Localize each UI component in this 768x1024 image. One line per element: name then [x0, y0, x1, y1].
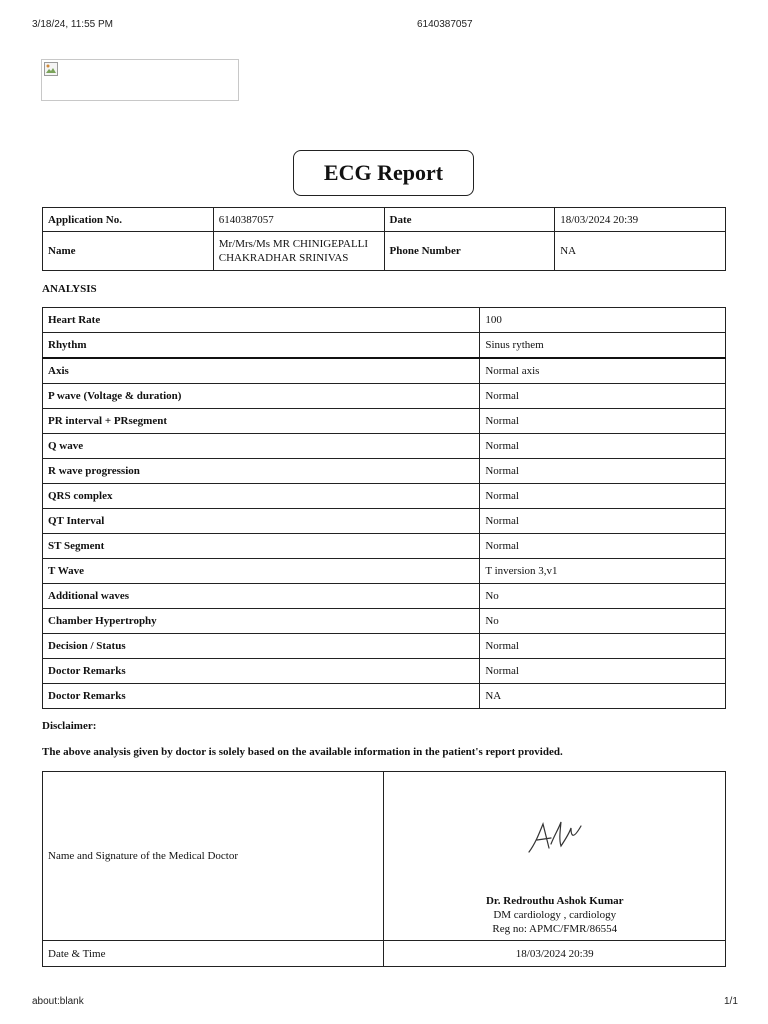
analysis-row — [43, 684, 726, 709]
logo-image — [41, 59, 239, 101]
analysis-row — [43, 358, 726, 384]
doctor-qualification: DM cardiology , cardiology — [493, 909, 617, 921]
date-value: 18/03/2024 20:39 — [555, 208, 726, 232]
analysis-row — [43, 459, 726, 484]
print-datetime: 3/18/24, 11:55 PM — [32, 19, 113, 30]
broken-image-icon — [44, 62, 58, 76]
analysis-label: Rhythm — [43, 333, 480, 359]
analysis-heading: ANALYSIS — [42, 283, 97, 295]
analysis-label: PR interval + PRsegment — [43, 409, 480, 434]
analysis-value: Sinus rythem — [480, 333, 726, 359]
datetime-value: 18/03/2024 20:39 — [384, 941, 726, 967]
name-line-2: CHAKRADHAR SRINIVAS — [218, 252, 349, 264]
analysis-label: QT Interval — [43, 509, 480, 534]
application-no-label: Application No. — [43, 208, 214, 232]
analysis-table — [42, 307, 726, 709]
analysis-row — [43, 584, 726, 609]
phone-value: NA — [555, 232, 726, 271]
signature-label: Name and Signature of the Medical Doctor — [43, 772, 384, 941]
report-title: ECG Report — [293, 150, 474, 196]
phone-label: Phone Number — [384, 232, 555, 271]
analysis-value: Normal — [480, 634, 726, 659]
analysis-row — [43, 484, 726, 509]
analysis-label: P wave (Voltage & duration) — [43, 384, 480, 409]
print-page-title: 6140387057 — [417, 19, 473, 30]
analysis-value: Normal axis — [480, 358, 726, 384]
analysis-value: Normal — [480, 509, 726, 534]
table-row — [43, 772, 726, 941]
analysis-row — [43, 559, 726, 584]
analysis-value: NA — [480, 684, 726, 709]
print-url: about:blank — [32, 996, 84, 1007]
analysis-row — [43, 659, 726, 684]
analysis-row — [43, 333, 726, 359]
analysis-label: QRS complex — [43, 484, 480, 509]
analysis-label: Axis — [43, 358, 480, 384]
analysis-label: Additional waves — [43, 584, 480, 609]
analysis-value: Normal — [480, 534, 726, 559]
analysis-label: R wave progression — [43, 459, 480, 484]
analysis-value: Normal — [480, 659, 726, 684]
analysis-row — [43, 308, 726, 333]
analysis-value: 100 — [480, 308, 726, 333]
analysis-value: No — [480, 609, 726, 634]
analysis-value: Normal — [480, 409, 726, 434]
analysis-value: T inversion 3,v1 — [480, 559, 726, 584]
handwritten-signature — [525, 814, 585, 858]
datetime-label: Date & Time — [43, 941, 384, 967]
analysis-row — [43, 534, 726, 559]
analysis-label: Doctor Remarks — [43, 659, 480, 684]
name-label: Name — [43, 232, 214, 271]
patient-info-table — [42, 207, 726, 271]
analysis-value: Normal — [480, 434, 726, 459]
table-row — [43, 232, 726, 271]
name-line-1: Mr/Mrs/Ms MR CHINIGEPALLI — [218, 238, 369, 250]
analysis-value: Normal — [480, 459, 726, 484]
disclaimer-title: Disclaimer: — [42, 720, 97, 732]
signature-table — [42, 771, 726, 967]
table-row — [43, 208, 726, 232]
analysis-label: Heart Rate — [43, 308, 480, 333]
analysis-label: ST Segment — [43, 534, 480, 559]
date-label: Date — [384, 208, 555, 232]
print-page-number: 1/1 — [724, 996, 738, 1007]
disclaimer-text: The above analysis given by doctor is solely based on the available information in the patient's report provided. — [42, 746, 563, 758]
application-no-value: 6140387057 — [213, 208, 384, 232]
analysis-row — [43, 509, 726, 534]
analysis-row — [43, 634, 726, 659]
analysis-row — [43, 609, 726, 634]
analysis-label: Doctor Remarks — [43, 684, 480, 709]
analysis-row — [43, 409, 726, 434]
analysis-row — [43, 434, 726, 459]
analysis-label: Chamber Hypertrophy — [43, 609, 480, 634]
analysis-value: Normal — [480, 484, 726, 509]
doctor-reg-no: Reg no: APMC/FMR/86554 — [492, 923, 618, 935]
name-value — [213, 232, 384, 271]
analysis-value: No — [480, 584, 726, 609]
analysis-value: Normal — [480, 384, 726, 409]
table-row — [43, 941, 726, 967]
signature-block — [384, 772, 726, 941]
analysis-row — [43, 384, 726, 409]
analysis-label: T Wave — [43, 559, 480, 584]
doctor-name: Dr. Redrouthu Ashok Kumar — [485, 895, 624, 907]
analysis-label: Decision / Status — [43, 634, 480, 659]
analysis-label: Q wave — [43, 434, 480, 459]
